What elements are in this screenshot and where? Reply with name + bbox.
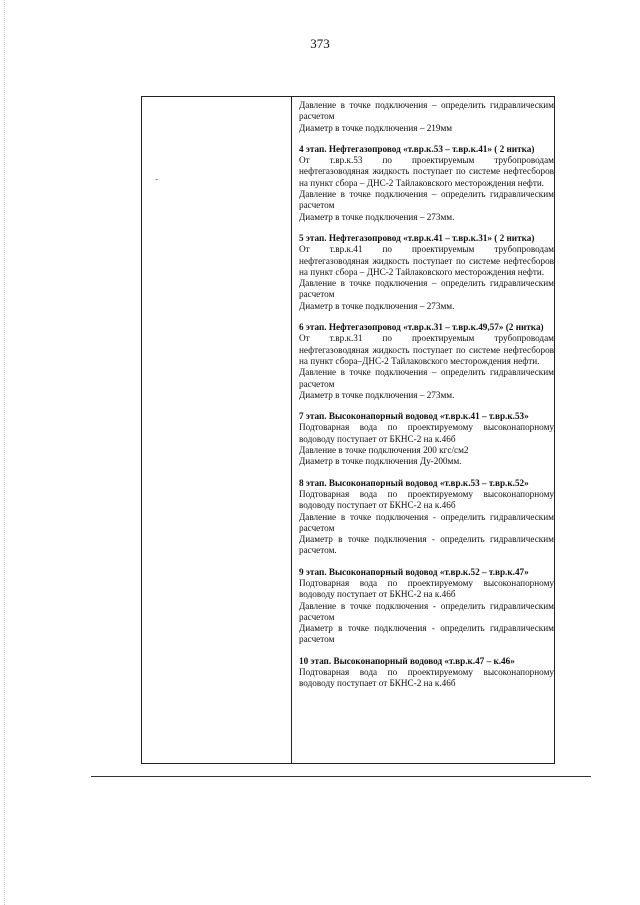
stage-5-block: [299, 233, 554, 312]
intro-pressure-line: Давление в точке подключения – определить гидравлическим расчетом: [299, 100, 554, 122]
stage-4-description: От т.вр.к.53 по проектируемым трубопроводам нефтегазоводяная жидкость поступает по системе нефтесборов на пункт сбора – ДНС-2 Тайлаковского месторождения нефти.: [299, 155, 554, 188]
stage-10-description: Подтоварная вода по проектируемому высоконапорному водоводу поступает от БКНС-2 на к.46б: [299, 667, 554, 689]
stage-4-title: 4 этап. Нефтегазопровод «т.вр.к.53 – т.вр.к.41» ( 2 нитка): [299, 143, 535, 154]
stage-4-block: [299, 144, 554, 223]
intro-block: [299, 100, 554, 134]
intro-diameter-line: Диаметр в точке подключения – 219мм: [299, 122, 453, 133]
stage-9-diameter: Диаметр в точке подключения - определить гидравлическим расчетом: [299, 623, 554, 645]
left-column-mark: -: [155, 174, 159, 185]
stage-9-title: 9 этап. Высоконапорный водовод «т.вр.к.52 – т.вр.к.47»: [299, 566, 529, 577]
page-number: 373: [310, 36, 330, 51]
stage-8-title: 8 этап. Высоконапорный водовод «т.вр.к.53 – т.вр.к.52»: [299, 477, 529, 488]
stage-7-description: Подтоварная вода по проектируемому высоконапорному водоводу поступает от БКНС-2 на к.46б: [299, 422, 554, 444]
stage-6-block: [299, 322, 554, 401]
stage-6-pressure: Давление в точке подключения – определить гидравлическим расчетом: [299, 367, 554, 389]
stage-10-title: 10 этап. Высоконапорный водовод «т.вр.к.47 – к.46»: [299, 655, 515, 666]
stage-5-description: От т.вр.к.41 по проектируемым трубопроводам нефтегазоводяная жидкость поступает по системе нефтесборов на пункт сбора – ДНС-2 Тайлаковского месторождения нефти.: [299, 244, 554, 277]
specification-table: [141, 96, 555, 764]
stage-8-pressure: Давление в точке подключения - определить гидравлическим расчетом: [299, 511, 554, 533]
stage-9-description: Подтоварная вода по проектируемому высоконапорному водоводу поступает от БКНС-2 на к.46б: [299, 577, 554, 600]
stage-4-diameter: Диаметр в точке подключения – 273мм.: [299, 211, 455, 222]
stage-9-pressure: Давление в точке подключения - определить гидравлическим расчетом: [299, 600, 554, 622]
footer-divider: [91, 776, 591, 777]
stage-7-block: [299, 411, 554, 467]
stage-6-diameter: Диаметр в точке подключения – 273мм.: [299, 389, 455, 400]
stage-7-title: 7 этап. Высоконапорный водовод «т.вр.к.41 – т.вр.к.53»: [299, 411, 529, 422]
stage-7-pressure: Давление в точке подключения 200 кгс/см2: [299, 445, 469, 456]
stage-6-description: От т.вр.к.31 по проектируемым трубопроводам нефтегазоводяная жидкость поступает по системе нефтесборов на пункт сбора–ДНС-2 Тайлаковского месторождения нефти.: [299, 333, 554, 366]
table-right-column: [292, 97, 556, 700]
stage-5-diameter: Диаметр в точке подключения – 273мм.: [299, 300, 455, 311]
stage-6-title: 6 этап. Нефтегазопровод «т.вр.к.31 – т.вр.к.49,57» (2 нитка): [299, 322, 544, 333]
stage-5-pressure: Давление в точке подключения – определить гидравлическим расчетом: [299, 278, 554, 300]
scan-edge-line: [4, 0, 5, 905]
stage-9-block: [299, 567, 554, 646]
stage-4-pressure: Давление в точке подключения – определить гидравлическим расчетом: [299, 189, 554, 211]
stage-8-description: Подтоварная вода по проектируемому высоконапорному водоводу поступает от БКНС-2 на к.46б: [299, 488, 554, 511]
table-left-column: [142, 97, 292, 763]
stage-7-diameter: Диаметр в точке подключения Ду-200мм.: [299, 456, 462, 467]
stage-10-block: [299, 656, 554, 690]
stage-5-title: 5 этап. Нефтегазопровод «т.вр.к.41 – т.вр.к.31» ( 2 нитка): [299, 232, 535, 243]
stage-8-block: [299, 478, 554, 557]
stage-8-diameter: Диаметр в точке подключения - определить гидравлическим расчетом.: [299, 534, 554, 556]
